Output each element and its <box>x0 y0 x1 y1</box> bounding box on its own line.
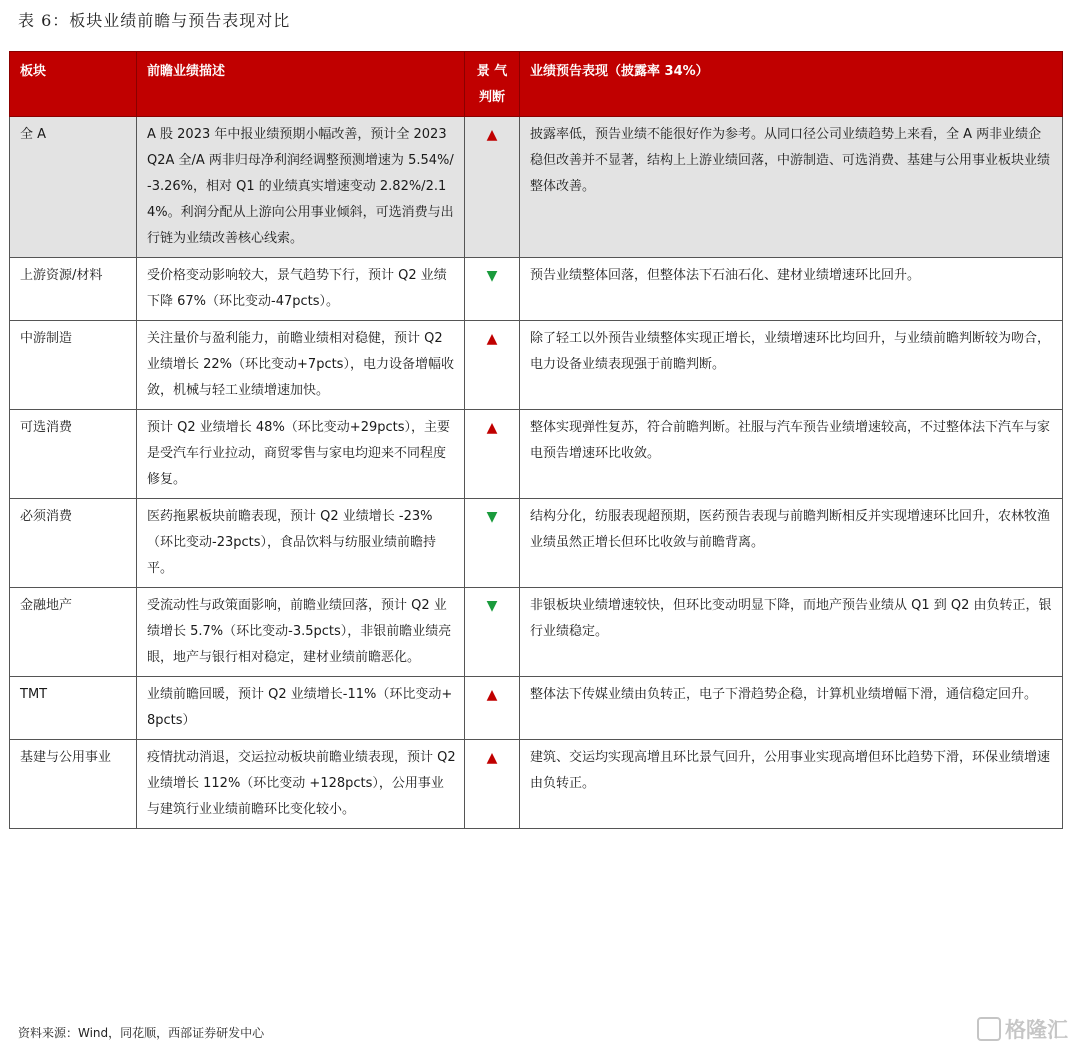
table-row <box>10 588 1063 677</box>
preannounce-cell: 预告业绩整体回落，但整体法下石油石化、建材业绩增速环比回升。 <box>520 258 1063 321</box>
trend-up-icon: ▲ <box>486 750 498 766</box>
header-preannounce: 业绩预告表现（披露率 34%） <box>520 52 1063 117</box>
outlook-cell: 预计 Q2 业绩增长 48%（环比变动+29pcts），主要是受汽车行业拉动，商贸零售与家电均迎来不同程度修复。 <box>137 410 465 499</box>
sector-cell: 可选消费 <box>10 410 137 499</box>
outlook-cell: 受价格变动影响较大，景气趋势下行，预计 Q2 业绩下降 67%（环比变动-47pcts）。 <box>137 258 465 321</box>
sector-cell: TMT <box>10 677 137 740</box>
outlook-cell: 医药拖累板块前瞻表现，预计 Q2 业绩增长 -23%（环比变动-23pcts），食品饮料与纺服业绩前瞻持平。 <box>137 499 465 588</box>
sector-cell: 金融地产 <box>10 588 137 677</box>
header-trend: 景 气 判断 <box>465 52 520 117</box>
watermark-logo-icon <box>977 1017 1001 1041</box>
table-row <box>10 677 1063 740</box>
table-row <box>10 258 1063 321</box>
header-outlook: 前瞻业绩描述 <box>137 52 465 117</box>
outlook-cell: A 股 2023 年中报业绩预期小幅改善，预计全 2023Q2A 全/A 两非归母净利润经调整预测增速为 5.54%/-3.26%，相对 Q1 的业绩真实增速变动 2.82%/2.14%。利润分配从上游向公用事业倾斜，可选消费与出行链为业绩改善核心线索。 <box>137 117 465 258</box>
outlook-cell: 业绩前瞻回暖，预计 Q2 业绩增长-11%（环比变动+8pcts） <box>137 677 465 740</box>
trend-up-icon: ▲ <box>486 127 498 143</box>
trend-up-icon: ▲ <box>486 331 498 347</box>
trend-down-icon: ▼ <box>486 509 498 525</box>
preannounce-cell: 整体实现弹性复苏，符合前瞻判断。社服与汽车预告业绩增速较高，不过整体法下汽车与家电预告增速环比收敛。 <box>520 410 1063 499</box>
trend-down-icon: ▼ <box>486 598 498 614</box>
outlook-cell: 受流动性与政策面影响，前瞻业绩回落，预计 Q2 业绩增长 5.7%（环比变动-3.5pcts），非银前瞻业绩亮眼，地产与银行相对稳定，建材业绩前瞻恶化。 <box>137 588 465 677</box>
table-row <box>10 740 1063 829</box>
table-title: 表 6：板块业绩前瞻与预告表现对比 <box>18 11 291 30</box>
preannounce-cell: 非银板块业绩增速较快，但环比变动明显下降，而地产预告业绩从 Q1 到 Q2 由负转正，银行业绩稳定。 <box>520 588 1063 677</box>
sector-cell: 中游制造 <box>10 321 137 410</box>
trend-up-icon: ▲ <box>486 420 498 436</box>
preannounce-cell: 整体法下传媒业绩由负转正，电子下滑趋势企稳，计算机业绩增幅下滑，通信稳定回升。 <box>520 677 1063 740</box>
preannounce-cell: 建筑、交运均实现高增且环比景气回升，公用事业实现高增但环比趋势下滑，环保业绩增速由负转正。 <box>520 740 1063 829</box>
preannounce-cell: 除了轻工以外预告业绩整体实现正增长，业绩增速环比均回升，与业绩前瞻判断较为吻合，电力设备业绩表现强于前瞻判断。 <box>520 321 1063 410</box>
sector-cell: 上游资源/材料 <box>10 258 137 321</box>
preannounce-cell: 结构分化，纺服表现超预期，医药预告表现与前瞻判断相反并实现增速环比回升，农林牧渔业绩虽然正增长但环比收敛与前瞻背离。 <box>520 499 1063 588</box>
trend-down-icon: ▼ <box>486 268 498 284</box>
sector-cell: 基建与公用事业 <box>10 740 137 829</box>
table-row <box>10 321 1063 410</box>
source-note: 资料来源：Wind，同花顺，西部证券研发中心 <box>18 1026 265 1040</box>
header-sector: 板块 <box>10 52 137 117</box>
sector-cell: 全 A <box>10 117 137 258</box>
trend-up-icon: ▲ <box>486 687 498 703</box>
watermark <box>977 1014 1068 1044</box>
table-row <box>10 117 1063 258</box>
outlook-cell: 疫情扰动消退，交运拉动板块前瞻业绩表现，预计 Q2 业绩增长 112%（环比变动 +128pcts），公用事业与建筑行业业绩前瞻环比变化较小。 <box>137 740 465 829</box>
table-header-row <box>10 52 1063 117</box>
preannounce-cell: 披露率低，预告业绩不能很好作为参考。从同口径公司业绩趋势上来看，全 A 两非业绩企稳但改善并不显著，结构上上游业绩回落，中游制造、可选消费、基建与公用事业板块业绩整体改善。 <box>520 117 1063 258</box>
table-row <box>10 410 1063 499</box>
sector-performance-table <box>9 51 1063 829</box>
sector-cell: 必须消费 <box>10 499 137 588</box>
watermark-text: 格隆汇 <box>1005 1018 1068 1042</box>
outlook-cell: 关注量价与盈利能力，前瞻业绩相对稳健，预计 Q2 业绩增长 22%（环比变动+7pcts），电力设备增幅收敛，机械与轻工业绩增速加快。 <box>137 321 465 410</box>
table-row <box>10 499 1063 588</box>
